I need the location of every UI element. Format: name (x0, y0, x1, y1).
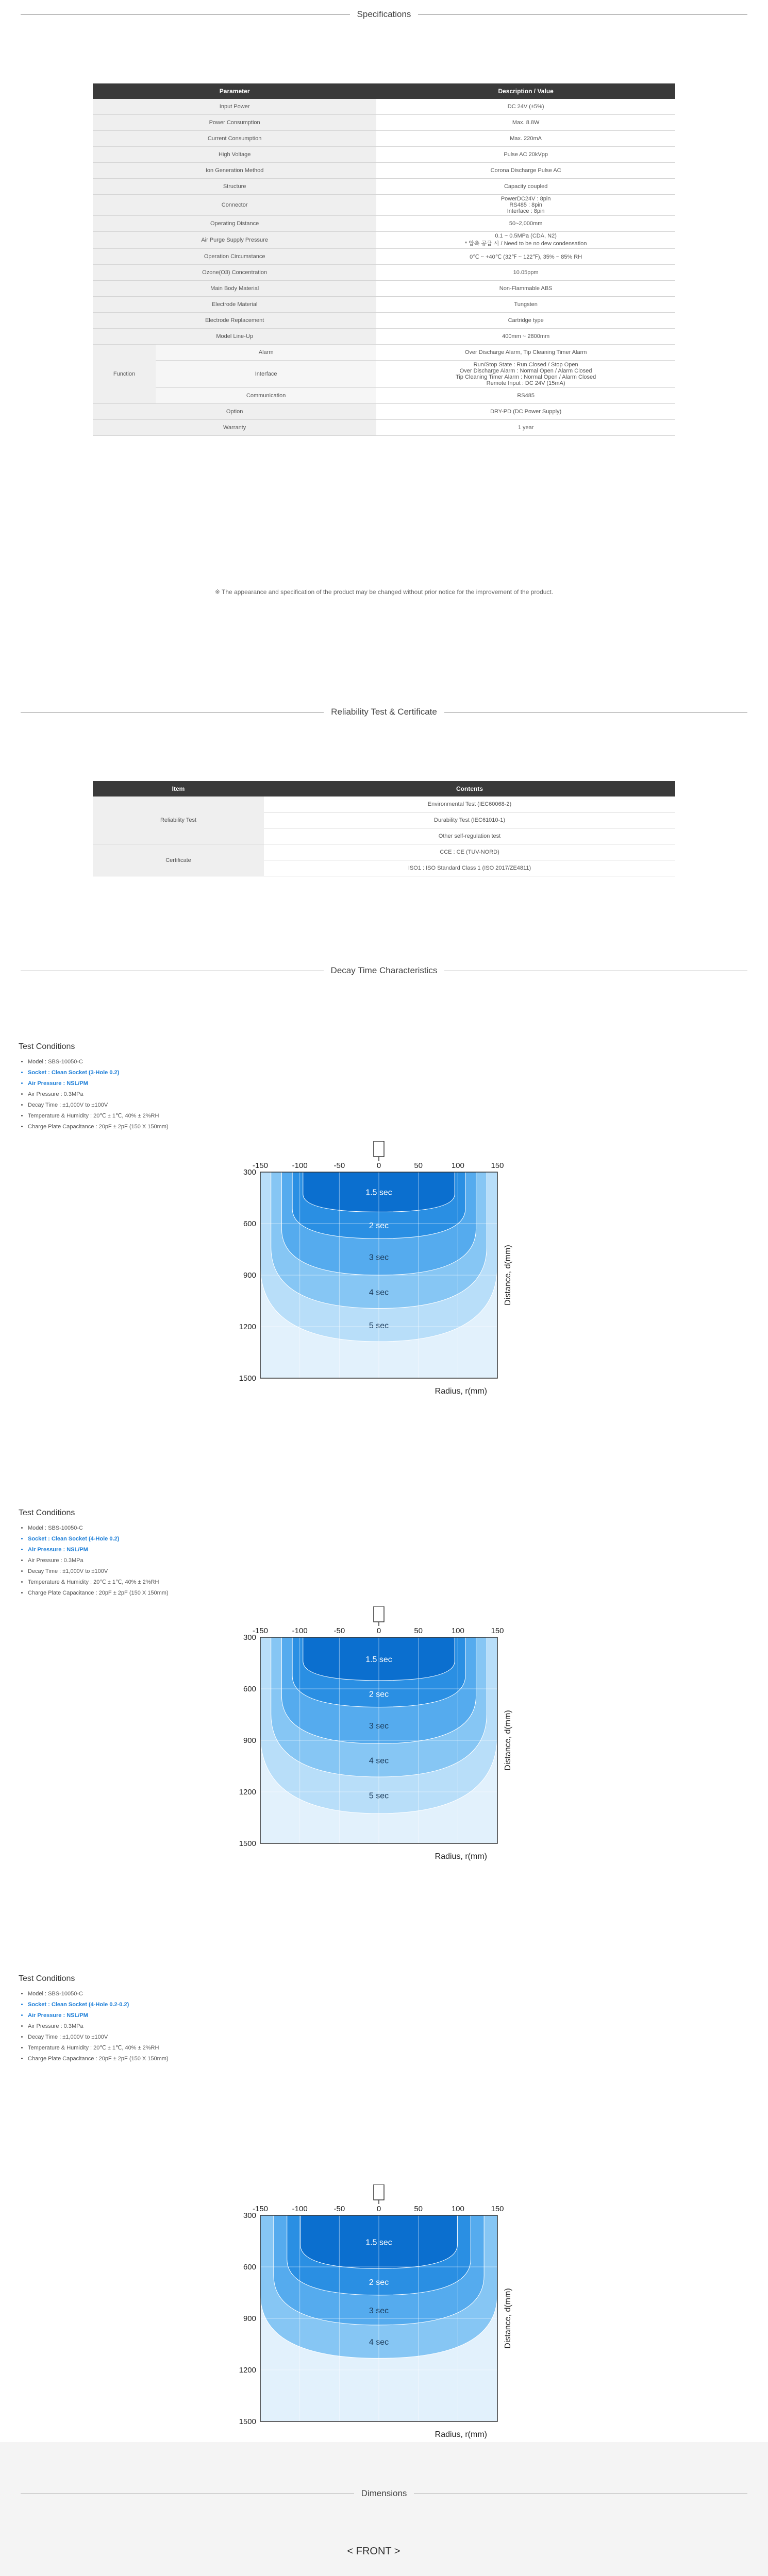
dimension-drawings (126, 2545, 642, 2576)
rel-content: Environmental Test (IEC60068-2) (264, 796, 675, 812)
dimensions-title: Dimensions (0, 2488, 768, 2499)
x-tick-label: -150 (252, 1626, 269, 1635)
spec-row (93, 265, 675, 281)
spec-row (93, 163, 675, 179)
spec-value: PowerDC24V : 8pin RS485 : 8pin Interface : 8pin (376, 195, 675, 216)
spec-param: Connector (93, 195, 376, 216)
spec-value: 1 year (376, 420, 675, 436)
y-tick-label: 900 (243, 1271, 256, 1280)
contour-label: 2 sec (369, 2278, 389, 2287)
test-conditions-1 (19, 1042, 169, 1132)
spec-value: 400mm ~ 2800mm (376, 329, 675, 345)
y-axis-label: Distance, d(mm) (504, 1710, 512, 1771)
spec-param: Input Power (93, 99, 376, 115)
spec-table (93, 83, 675, 436)
front-view-label: < FRONT > (347, 2546, 400, 2557)
rel-item: Reliability Test (93, 796, 264, 844)
spec-note: ※ The appearance and specification of the product may be changed without prior notice for the improvement of the product. (214, 588, 554, 596)
contour-label: 1.5 sec (365, 1188, 392, 1197)
contour-label: 5 sec (369, 1321, 389, 1330)
conditions-item: • Charge Plate Capacitance : 20pF ± 2pF (150 X 150mm) (28, 1588, 169, 1599)
spec-param: Electrode Replacement (93, 313, 376, 329)
spec-param: Warranty (93, 420, 376, 436)
contour-label: 3 sec (369, 1721, 389, 1731)
x-tick-label: 0 (376, 2205, 381, 2213)
x-tick-label: 150 (491, 2205, 504, 2213)
y-tick-label: 1200 (239, 1323, 256, 1331)
specifications-title: Specifications (0, 9, 768, 20)
y-axis-label: Distance, d(mm) (504, 2288, 512, 2349)
y-tick-label: 300 (243, 2211, 256, 2220)
rel-row (93, 844, 675, 860)
spec-value: Max. 8.8W (376, 115, 675, 131)
conditions-item: • Temperature & Humidity : 20℃ ± 1℃, 40% ± 2%RH (28, 1577, 169, 1588)
conditions-list (19, 1057, 169, 1132)
conditions-item: • Air Pressure : 0.3MPa (28, 1555, 169, 1566)
spec-function-value: Over Discharge Alarm, Tip Cleaning Timer Alarm (376, 345, 675, 361)
y-tick-label: 300 (243, 1633, 256, 1642)
spec-function-value: Run/Stop State : Run Closed / Stop Open Over Discharge Alarm : Normal Open / Alarm Closed Tip Cleaning Timer Alarm : Normal Open / Alarm Closed Remote Input : DC 24V (15mA) (376, 361, 675, 388)
y-tick-label: 600 (243, 2263, 256, 2272)
spec-param: Structure (93, 179, 376, 195)
y-tick-label: 1200 (239, 2366, 256, 2375)
spec-row (93, 195, 675, 216)
conditions-list (19, 1523, 169, 1599)
spec-header-value: Description / Value (376, 83, 675, 99)
conditions-heading: Test Conditions (19, 1042, 75, 1051)
conditions-item: • Air Pressure : NSL/PM (28, 2010, 169, 2021)
y-tick-label: 600 (243, 1685, 256, 1693)
spec-row (93, 329, 675, 345)
y-tick-label: 1500 (239, 1839, 256, 1848)
decay-chart-2 (183, 1606, 585, 1864)
conditions-item: • Decay Time : ±1,000V to ±100V (28, 2032, 169, 2043)
y-tick-label: 1500 (239, 2417, 256, 2426)
conditions-item: • Decay Time : ±1,000V to ±100V (28, 1566, 169, 1577)
x-axis-label: Radius, r(mm) (435, 2430, 487, 2439)
contour-label: 4 sec (369, 1288, 389, 1297)
conditions-item: • Air Pressure : 0.3MPa (28, 2021, 169, 2032)
spec-param: Option (93, 404, 376, 420)
spec-row (93, 131, 675, 147)
reliability-title: Reliability Test & Certificate (0, 707, 768, 717)
x-tick-label: -100 (292, 1161, 308, 1170)
rel-item: Certificate (93, 844, 264, 876)
x-axis-label: Radius, r(mm) (435, 1852, 487, 1861)
spec-row (93, 313, 675, 329)
spec-value: DC 24V (±5%) (376, 99, 675, 115)
spec-row (93, 115, 675, 131)
x-tick-label: 50 (414, 1161, 423, 1170)
spec-value: Max. 220mA (376, 131, 675, 147)
spec-row (93, 216, 675, 232)
conditions-item: • Charge Plate Capacitance : 20pF ± 2pF (150 X 150mm) (28, 2054, 169, 2064)
spec-row (93, 281, 675, 297)
conditions-heading: Test Conditions (19, 1509, 75, 1517)
spec-row (93, 99, 675, 115)
conditions-item: • Air Pressure : 0.3MPa (28, 1089, 169, 1100)
conditions-list (19, 1989, 169, 2064)
spec-param: Electrode Material (93, 297, 376, 313)
conditions-item: • Model : SBS-10050-C (28, 1057, 169, 1067)
ionizer-icon (374, 2184, 384, 2200)
x-tick-label: 100 (451, 2205, 464, 2213)
conditions-item: • Socket : Clean Socket (3-Hole 0.2) (28, 1067, 169, 1078)
y-tick-label: 1500 (239, 1374, 256, 1383)
conditions-item: • Temperature & Humidity : 20℃ ± 1℃, 40% ± 2%RH (28, 2043, 169, 2054)
x-tick-label: -100 (292, 2205, 308, 2213)
dimensions-panel (0, 2442, 768, 2576)
contour-label: 3 sec (369, 2306, 389, 2315)
spec-header-parameter: Parameter (93, 83, 376, 99)
y-tick-label: 600 (243, 1219, 256, 1228)
spec-param: Operating Distance (93, 216, 376, 232)
spec-row (93, 404, 675, 420)
x-tick-label: 100 (451, 1626, 464, 1635)
x-tick-label: -100 (292, 1626, 308, 1635)
spec-value: Cartridge type (376, 313, 675, 329)
y-axis-label: Distance, d(mm) (504, 1245, 512, 1306)
spec-value: Non-Flammable ABS (376, 281, 675, 297)
spec-param: Model Line-Up (93, 329, 376, 345)
spec-row (93, 179, 675, 195)
spec-param: Current Consumption (93, 131, 376, 147)
spec-value: DRY-PD (DC Power Supply) (376, 404, 675, 420)
rel-header-item: Item (93, 781, 264, 796)
spec-function-param: Communication (156, 388, 376, 404)
spec-value: 50~2,000mm (376, 216, 675, 232)
test-conditions-2 (19, 1509, 169, 1599)
conditions-item: • Socket : Clean Socket (4-Hole 0.2) (28, 1534, 169, 1545)
rel-content: Other self-regulation test (264, 828, 675, 844)
x-tick-label: 150 (491, 1161, 504, 1170)
x-tick-label: 50 (414, 1626, 423, 1635)
spec-function-row (93, 361, 675, 388)
x-tick-label: -50 (333, 1626, 345, 1635)
conditions-item: • Model : SBS-10050-C (28, 1523, 169, 1534)
spec-param: High Voltage (93, 147, 376, 163)
x-tick-label: 150 (491, 1626, 504, 1635)
x-tick-label: -150 (252, 2205, 269, 2213)
ionizer-icon (374, 1606, 384, 1622)
spec-value: 10.05ppm (376, 265, 675, 281)
conditions-item: • Air Pressure : NSL/PM (28, 1078, 169, 1089)
conditions-item: • Model : SBS-10050-C (28, 1989, 169, 1999)
x-tick-label: 100 (451, 1161, 464, 1170)
conditions-item: • Decay Time : ±1,000V to ±100V (28, 1100, 169, 1111)
x-tick-label: 50 (414, 2205, 423, 2213)
conditions-item: • Temperature & Humidity : 20℃ ± 1℃, 40% ± 2%RH (28, 1111, 169, 1122)
spec-value: 0.1 ~ 0.5MPa (CDA, N2) * 압축 공급 시 / Need to be no dew condensation (376, 232, 675, 249)
spec-function-value: RS485 (376, 388, 675, 404)
spec-param: Ion Generation Method (93, 163, 376, 179)
rel-header-contents: Contents (264, 781, 675, 796)
ionizer-icon (374, 1141, 384, 1157)
spec-row (93, 249, 675, 265)
y-tick-label: 300 (243, 1168, 256, 1177)
x-axis-label: Radius, r(mm) (435, 1387, 487, 1396)
conditions-item: • Charge Plate Capacitance : 20pF ± 2pF (150 X 150mm) (28, 1122, 169, 1132)
x-tick-label: 0 (376, 1161, 381, 1170)
rel-content: Durability Test (IEC61010-1) (264, 812, 675, 828)
spec-value: Capacity coupled (376, 179, 675, 195)
conditions-heading: Test Conditions (19, 1974, 75, 1983)
y-tick-label: 900 (243, 1736, 256, 1745)
spec-function-row (93, 345, 675, 361)
spec-row (93, 147, 675, 163)
y-tick-label: 1200 (239, 1788, 256, 1797)
spec-param: Air Purge Supply Pressure (93, 232, 376, 249)
spec-row (93, 232, 675, 249)
y-tick-label: 900 (243, 2314, 256, 2323)
spec-param: Power Consumption (93, 115, 376, 131)
conditions-item: • Socket : Clean Socket (4-Hole 0.2-0.2) (28, 1999, 169, 2010)
spec-function-param: Interface (156, 361, 376, 388)
x-tick-label: -50 (333, 2205, 345, 2213)
x-tick-label: -50 (333, 1161, 345, 1170)
spec-value: Corona Discharge Pulse AC (376, 163, 675, 179)
contour-label: 2 sec (369, 1222, 389, 1231)
contour-label: 1.5 sec (365, 2238, 392, 2247)
decay-title: Decay Time Characteristics (0, 965, 768, 976)
contour-label: 4 sec (369, 2338, 389, 2347)
spec-function-row (93, 388, 675, 404)
spec-value: 0℃ ~ +40℃ (32℉ ~ 122℉), 35% ~ 85% RH (376, 249, 675, 265)
decay-chart-3 (183, 2184, 585, 2442)
spec-row (93, 297, 675, 313)
spec-function-param: Alarm (156, 345, 376, 361)
reliability-table (93, 781, 675, 876)
rel-content: CCE : CE (TUV-NORD) (264, 844, 675, 860)
spec-param: Ozone(O3) Concentration (93, 265, 376, 281)
contour-label: 2 sec (369, 1690, 389, 1699)
x-tick-label: -150 (252, 1161, 269, 1170)
spec-function-label: Function (93, 345, 156, 404)
contour-label: 3 sec (369, 1253, 389, 1262)
spec-value: Tungsten (376, 297, 675, 313)
spec-value: Pulse AC 20kVpp (376, 147, 675, 163)
contour-label: 5 sec (369, 1791, 389, 1801)
contour-label: 1.5 sec (365, 1655, 392, 1664)
conditions-item: • Air Pressure : NSL/PM (28, 1545, 169, 1555)
spec-row (93, 420, 675, 436)
decay-chart-1 (183, 1141, 585, 1399)
x-tick-label: 0 (376, 1626, 381, 1635)
contour-label: 4 sec (369, 1756, 389, 1766)
spec-param: Operation Circumstance (93, 249, 376, 265)
spec-param: Main Body Material (93, 281, 376, 297)
test-conditions-3 (19, 1974, 169, 2064)
rel-row (93, 796, 675, 812)
rel-content: ISO1 : ISO Standard Class 1 (ISO 2017/ZE4811) (264, 860, 675, 876)
